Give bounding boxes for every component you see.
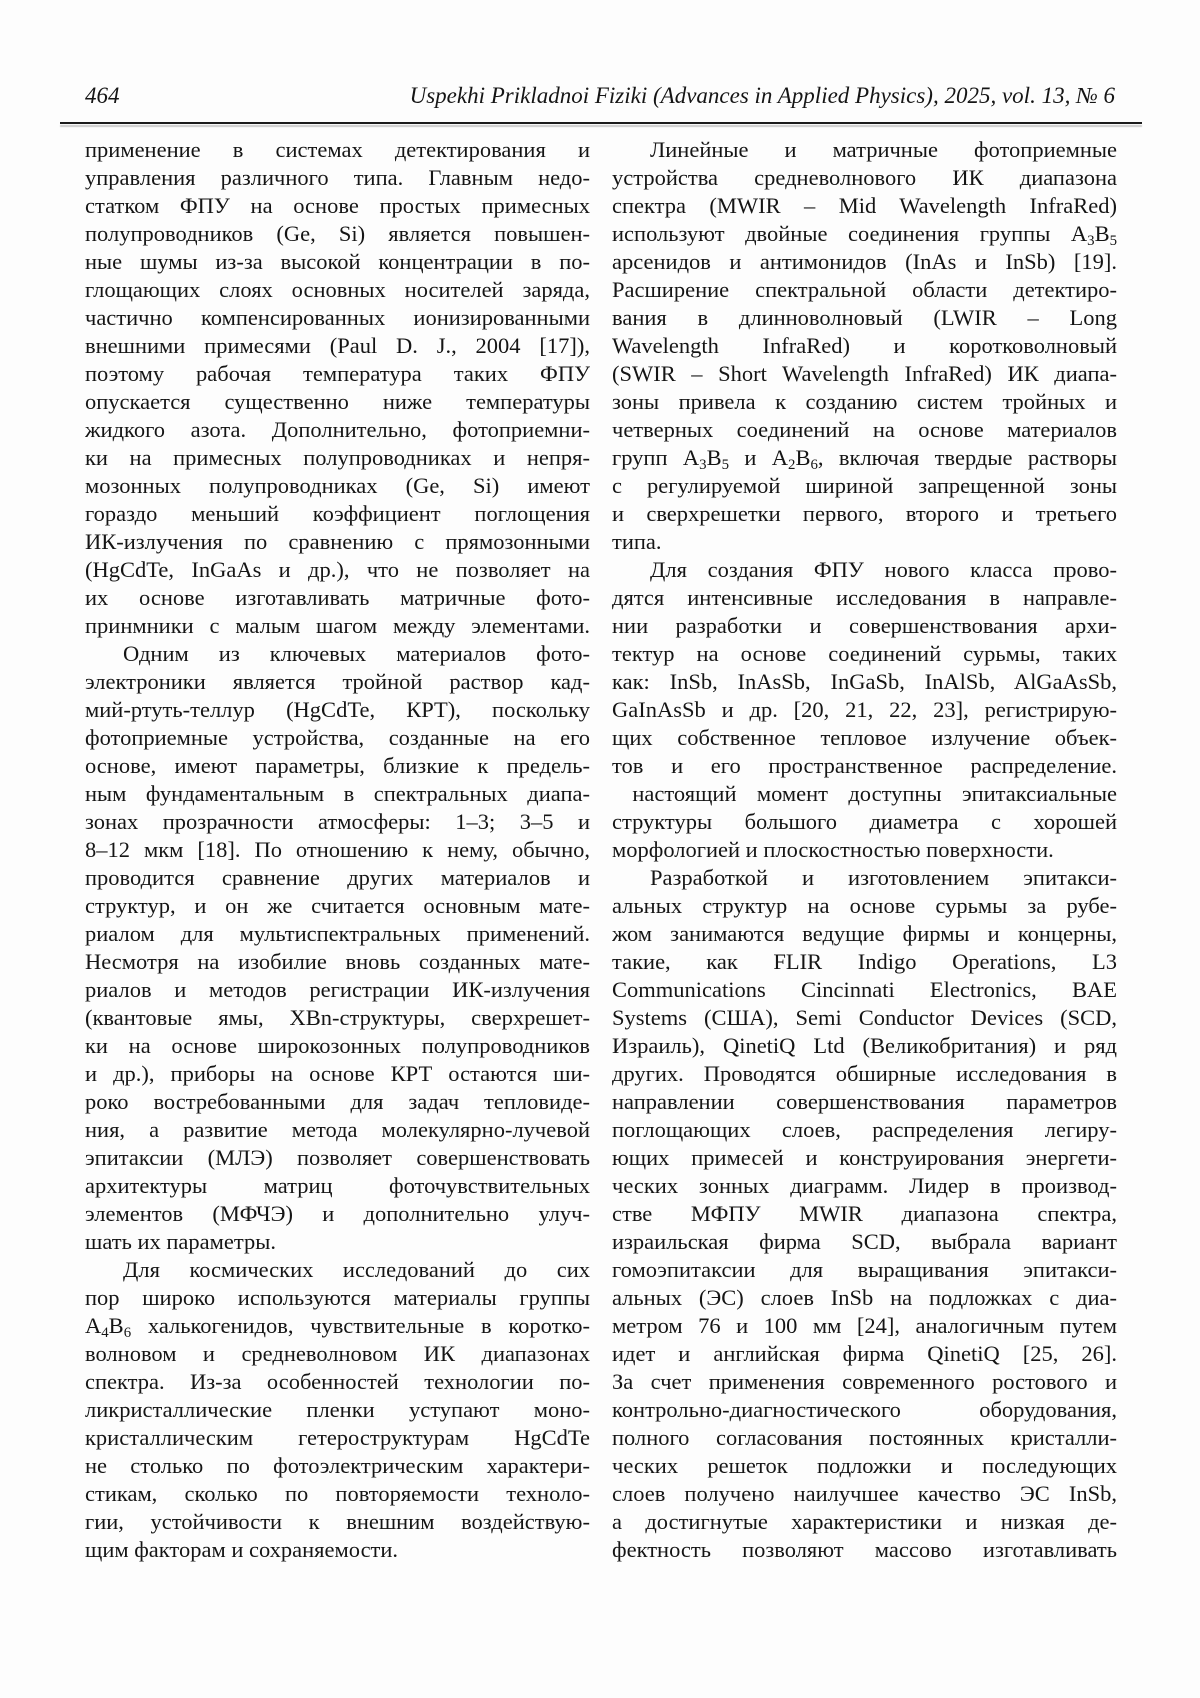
text-line: альных (ЭС) слоев InSb на подложках с диа- — [612, 1285, 1117, 1310]
text-line: статком ФПУ на основе простых примесных — [85, 193, 590, 218]
page-number: 464 — [85, 83, 120, 108]
text-line: и др.), приборы на основе КРТ остаются ши- — [85, 1061, 590, 1086]
text-line: не столько по фотоэлектрическим характери- — [85, 1453, 590, 1478]
text-line: гораздо меньший коэффициент поглощения — [85, 501, 590, 526]
text-line: поглощающих слоев, распределения легиру- — [612, 1117, 1117, 1142]
text-line: Systems (США), Semi Conductor Devices (SCD, — [612, 1005, 1117, 1030]
text-line: (квантовые ямы, XBn-структуры, сверхрешет- — [85, 1005, 590, 1030]
column-right — [612, 136, 1117, 1564]
text-line: а достигнутые характеристики и низкая де- — [612, 1509, 1117, 1534]
text-line: ки на основе широкозонных полупроводников — [85, 1033, 590, 1058]
text-line: тектур на основе соединений сурьмы, таких — [612, 641, 1117, 666]
text-line: Wavelength InfraRed) и коротковолновый — [612, 333, 1117, 358]
text-line: структур, и он же считается основным мате- — [85, 893, 590, 918]
text-line: риалом для мультиспектральных применений. — [85, 921, 590, 946]
text-line: архитектуры матриц фоточувствительных — [85, 1173, 590, 1198]
text-line: слоев получено наилучшее качество ЭС InSb, — [612, 1481, 1117, 1506]
text-line: типа. — [612, 529, 662, 554]
text-line: ческих решеток подложки и последующих — [612, 1453, 1117, 1478]
text-line: За счет применения современного ростового и — [612, 1369, 1117, 1394]
paragraph — [612, 864, 1117, 1564]
journal-title: Uspekhi Prikladnoi Fiziki (Advances in Applied Physics), 2025, vol. 13, № 6 — [409, 83, 1115, 108]
text-line: других. Проводятся обширные исследования в — [612, 1061, 1117, 1086]
text-line: гии, устойчивости к внешним воздействую- — [85, 1509, 590, 1534]
text-line: глощающих слоях основных носителей заряда, — [85, 277, 590, 302]
text-line: структуры большого диаметра с хорошей — [612, 809, 1117, 834]
text-line: Линейные и матричные фотоприемные — [650, 137, 1117, 162]
text-line: волновом и средневолновом ИК диапазонах — [85, 1341, 590, 1366]
text-line: жидкого азота. Дополнительно, фотоприемни- — [85, 417, 590, 442]
text-line: полного согласования постоянных кристалли- — [612, 1425, 1117, 1450]
text-line: щих собственное тепловое излучение объек- — [612, 725, 1117, 750]
text-line: настоящий момент доступны эпитаксиальные — [612, 781, 1117, 806]
text-line: ния, а развитие метода молекулярно-лучевой — [85, 1117, 590, 1142]
text-line: эпитаксии (МЛЭ) позволяет совершенствовать — [85, 1145, 590, 1170]
text-line: как: InSb, InAsSb, InGaSb, InAlSb, AlGaAsSb, — [612, 669, 1117, 694]
text-line: стикам, сколько по повторяемости техноло- — [85, 1481, 590, 1506]
text-line: зонах прозрачности атмосферы: 1–3; 3–5 и — [85, 809, 590, 834]
text-line: гомоэпитаксии для выращивания эпитакси- — [612, 1257, 1117, 1282]
text-line: роко востребованными для задач тепловиде- — [85, 1089, 590, 1114]
text-line: спектра. Из-за особенностей технологии по- — [85, 1369, 590, 1394]
text-line: Одним из ключевых материалов фото- — [123, 641, 590, 666]
text-line: управления различного типа. Главным недо- — [85, 165, 590, 190]
text-line: частично компенсированных ионизированными — [85, 305, 590, 330]
page-header — [85, 82, 1115, 110]
paragraph — [612, 556, 1117, 864]
text-line: электроники является тройной раствор кад- — [85, 669, 590, 694]
text-line: мий-ртуть-теллур (HgCdTe, КРТ), поскольку — [85, 697, 590, 722]
text-line: ки на примесных полупроводниках и непря- — [85, 445, 590, 470]
text-line: морфологией и плоскостностью поверхности. — [612, 837, 1054, 862]
text-line: пор широко используются материалы группы — [85, 1285, 590, 1310]
text-line: устройства средневолнового ИК диапазона — [612, 165, 1117, 190]
paragraph — [85, 640, 590, 1256]
text-line: проводится сравнение других материалов и — [85, 865, 590, 890]
text-line: риалов и методов регистрации ИК-излучения — [85, 977, 590, 1002]
text-line: шать их параметры. — [85, 1229, 276, 1254]
text-line: $A_4B_6$ халькогенидов, чувствительные в коротко- — [85, 1313, 590, 1340]
text-line: 8–12 мкм [18]. По отношению к нему, обычно, — [85, 837, 590, 862]
text-line: альных структур на основе сурьмы за рубе- — [612, 893, 1117, 918]
text-line: GaInAsSb и др. [20, 21, 22, 23], регистрирую- — [612, 697, 1117, 722]
text-line: ным фундаментальным в спектральных диапа- — [85, 781, 590, 806]
text-line: Communications Cincinnati Electronics, BAE — [612, 977, 1117, 1002]
text-line: нии разработки и совершенствования архи- — [612, 613, 1117, 638]
article-body — [85, 136, 1117, 1564]
text-line: фотоприемные устройства, созданные на его — [85, 725, 590, 750]
text-line: идет и английская фирма QinetiQ [25, 26]. — [612, 1341, 1117, 1366]
header-rule — [60, 122, 1142, 124]
text-line: вания в длинноволновый (LWIR – Long — [612, 305, 1117, 330]
text-line: их основе изготавливать матричные фото- — [85, 585, 590, 610]
text-line: групп $A_3B_5$ и $A_2B_6$, включая твердые растворы — [612, 445, 1117, 472]
paragraph — [85, 136, 590, 640]
text-line: поэтому рабочая температура таких ФПУ — [85, 361, 590, 386]
text-line: (SWIR – Short Wavelength InfraRed) ИК диапа- — [612, 361, 1117, 386]
text-line: мозонных полупроводниках (Ge, Si) имеют — [85, 473, 590, 498]
text-line: израильская фирма SCD, выбрала вариант — [612, 1229, 1117, 1254]
text-line: и сверхрешетки первого, второго и третьего — [612, 501, 1117, 526]
text-line: фектность позволяют массово изготавливать — [612, 1537, 1117, 1562]
text-line: направлении совершенствования параметров — [612, 1089, 1117, 1114]
text-line: тов и его пространственное распределение. — [612, 753, 1117, 778]
text-line: жом занимаются ведущие фирмы и концерны, — [612, 921, 1117, 946]
text-line: контрольно-диагностического оборудования, — [612, 1397, 1117, 1422]
text-line: дятся интенсивные исследования в направле- — [612, 585, 1117, 610]
text-line: элементов (МФЧЭ) и дополнительно улуч- — [85, 1201, 590, 1226]
text-line: ющих примесей и конструирования энергети- — [612, 1145, 1117, 1170]
text-line: опускается существенно ниже температуры — [85, 389, 590, 414]
text-line: ликристаллические пленки уступают моно- — [85, 1397, 590, 1422]
text-line: используют двойные соединения группы $A_3B_5$ — [612, 221, 1117, 248]
text-line: полупроводников (Ge, Si) является повышен- — [85, 221, 590, 246]
text-line: зоны привела к созданию систем тройных и — [612, 389, 1117, 414]
text-line: стве МФПУ MWIR диапазона спектра, — [612, 1201, 1117, 1226]
text-line: Для космических исследований до сих — [123, 1257, 590, 1282]
text-line: Разработкой и изготовлением эпитакси- — [650, 865, 1117, 890]
column-left — [85, 136, 590, 1564]
text-line: метром 76 и 100 мм [24], аналогичным путем — [612, 1313, 1117, 1338]
text-line: принмники с малым шагом между элементами. — [85, 613, 590, 638]
text-line: кристаллическим гетероструктурам HgCdTe — [85, 1425, 590, 1450]
paragraph — [85, 1256, 590, 1564]
text-line: спектра (MWIR – Mid Wavelength InfraRed) — [612, 193, 1117, 218]
text-line: ные шумы из-за высокой концентрации в по- — [85, 249, 590, 274]
text-line: основе, имеют параметры, близкие к предель- — [85, 753, 590, 778]
text-line: такие, как FLIR Indigo Operations, L3 — [612, 949, 1117, 974]
text-line: щим факторам и сохраняемости. — [85, 1537, 399, 1562]
text-line: ческих зонных диаграмм. Лидер в производ- — [612, 1173, 1117, 1198]
text-line: с регулируемой шириной запрещенной зоны — [612, 473, 1117, 498]
text-line: применение в системах детектирования и — [85, 137, 590, 162]
text-line: Несмотря на изобилие вновь созданных мате- — [85, 949, 590, 974]
text-line: Расширение спектральной области детектиро- — [612, 277, 1117, 302]
text-line: четверных соединений на основе материалов — [612, 417, 1117, 442]
text-line: Для создания ФПУ нового класса прово- — [650, 557, 1117, 582]
text-line: Израиль), QinetiQ Ltd (Великобритания) и ряд — [612, 1033, 1117, 1058]
text-line: ИК-излучения по сравнению с прямозонными — [85, 529, 590, 554]
text-line: арсенидов и антимонидов (InAs и InSb) [19]. — [612, 249, 1117, 274]
text-line: (HgCdTe, InGaAs и др.), что не позволяет на — [85, 557, 590, 582]
text-line: внешними примесями (Paul D. J., 2004 [17]), — [85, 333, 590, 358]
paragraph — [612, 136, 1117, 556]
